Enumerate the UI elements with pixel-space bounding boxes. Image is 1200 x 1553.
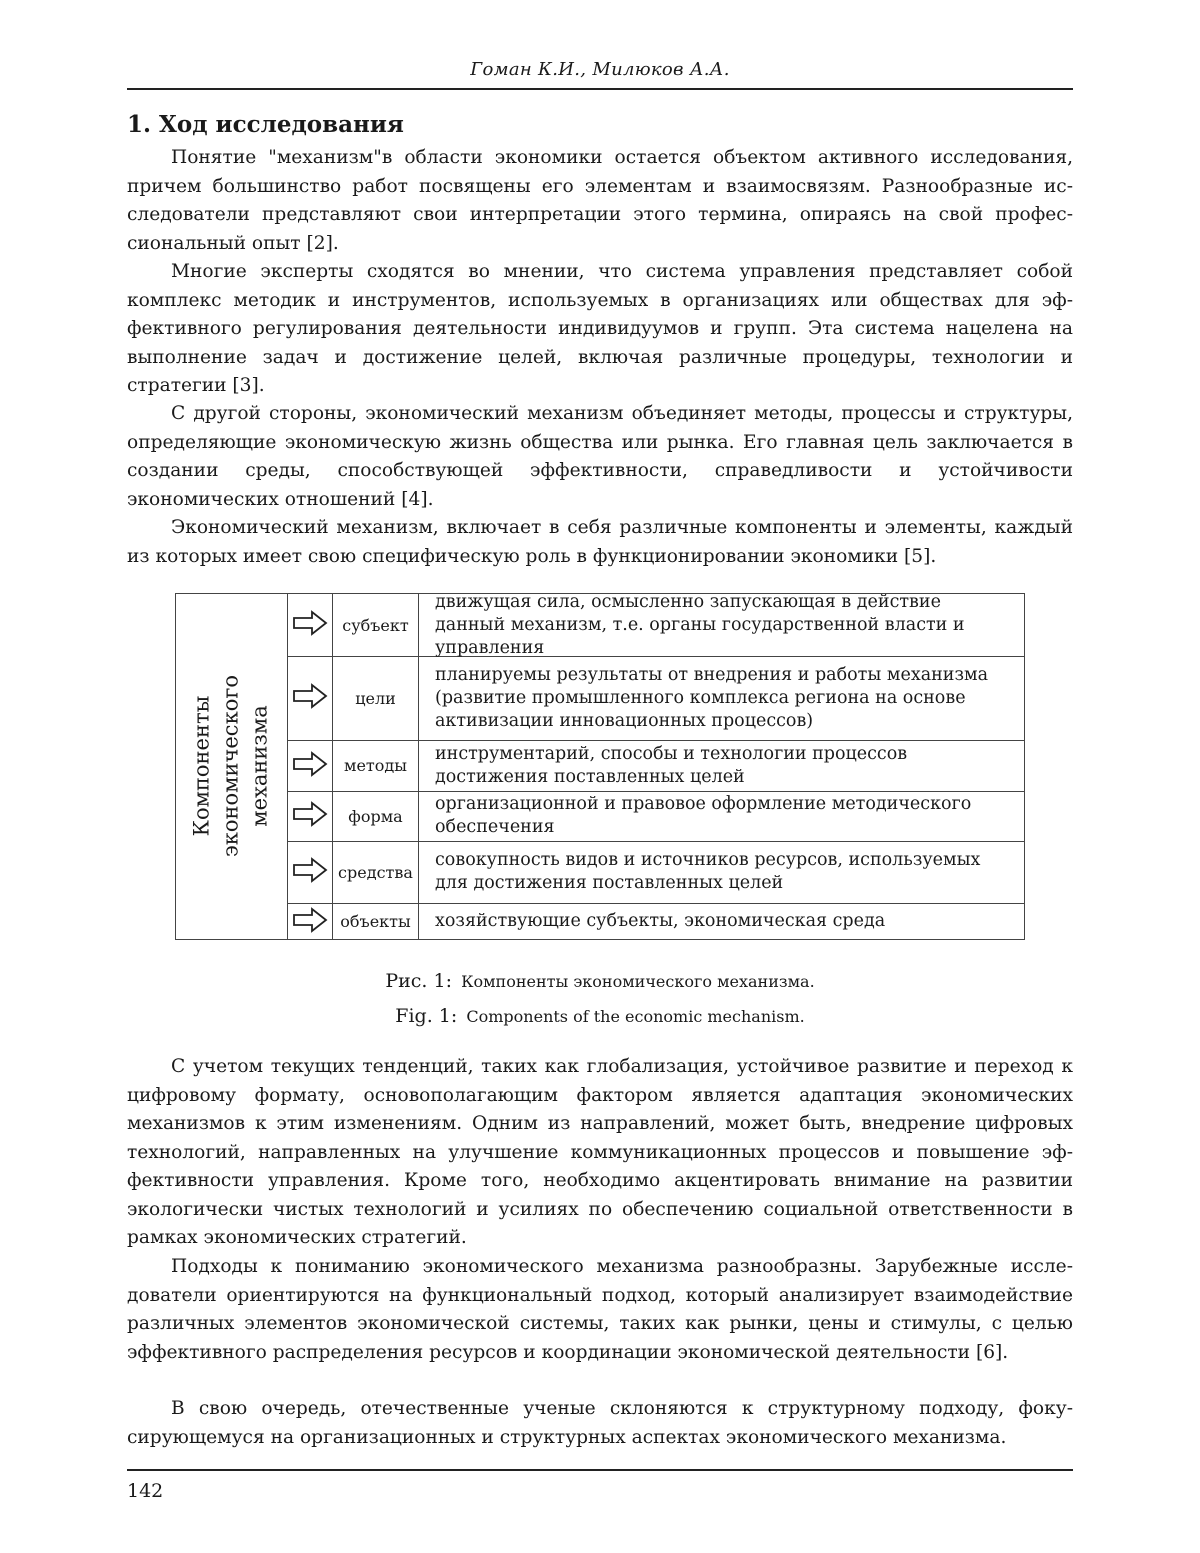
- figure-side-label-cell: [176, 594, 288, 939]
- figure-description: хозяйствующие субъекты, экономическая среда: [435, 911, 886, 931]
- running-header: [127, 56, 1073, 90]
- figure-description: организационной и правовое оформление методического обеспечения: [435, 794, 972, 837]
- figure-term: форма: [333, 791, 419, 841]
- right-arrow-outline-icon: [292, 907, 328, 937]
- figure-description: движущая сила, осмысленно запускающая в действие данный механизм, т.е. органы государственной власти и управления: [435, 591, 965, 658]
- paragraph: В свою очередь, отечественные ученые склоняются к структурному подходу, фокусирующемуся на организационных и структурных аспектах экономического механизма.: [127, 1398, 1073, 1448]
- caption-label: Рис. 1:: [385, 970, 452, 992]
- paragraph: Понятие "механизм"в области экономики остается объектом активного исследования, причем большинство работ посвящены его элементам и взаимосвязям. Разнообразные исследователи представляют свои интерпретации этого термина, опираясь на свой профессиональный опыт [2].: [127, 147, 1073, 254]
- paragraph: С другой стороны, экономический механизм объединяет методы, процессы и структуры, определяющие экономическую жизнь общества или рынка. Его главная цель заключается в создании среды, способствующей эффективности, справедливости и устойчивости экономических отношений [4].: [127, 403, 1073, 510]
- right-arrow-outline-icon: [292, 610, 328, 640]
- section-heading: 1. Ход исследования: [127, 111, 404, 138]
- paragraph: Подходы к пониманию экономического механизма разнообразны. Зарубежные исследователи ориентируются на функциональный подход, который анализирует взаимодействие различных элементов экономической системы, таких как рынки, цены и стимулы, с целью эффективного распределения ресурсов и координации экономической деятельности [6].: [127, 1256, 1073, 1363]
- arrow-cell: [287, 791, 333, 841]
- figure-term: методы: [333, 740, 419, 791]
- side-label-line: экономического: [218, 675, 243, 857]
- paragraph: С учетом текущих тенденций, таких как глобализация, устойчивое развитие и переход к цифровому формату, основополагающим фактором является адаптация экономических механизмов к этим изменениям. Одним из направлений, может быть, внедрение цифровых технологий, направленных на улучшение коммуникационных процессов и повышение эффективности управления. Кроме того, необходимо акцентировать внимание на развитии экологически чистых технологий и усилиях по обеспечению социальной ответственности в рамках экономических стратегий.: [127, 1056, 1073, 1248]
- right-arrow-outline-icon: [292, 801, 328, 831]
- arrow-cell: [287, 903, 333, 940]
- arrow-cell: [287, 656, 333, 740]
- figure-description: планируемы результаты от внедрения и работы механизма (развитие промышленного комплекса региона на основе активизации инновационных процессов): [435, 664, 989, 731]
- paragraph: Экономический механизм, включает в себя различные компоненты и элементы, каждый из которых имеет свою специфическую роль в функционировании экономики [5].: [127, 517, 1073, 567]
- caption-text: Компоненты экономического механизма.: [461, 972, 815, 991]
- figure-diagram: [175, 593, 1025, 940]
- side-label-line: механизма: [247, 705, 272, 827]
- figure-row: [287, 791, 1024, 842]
- caption-text: Components of the economic mechanism.: [466, 1007, 805, 1026]
- arrow-cell: [287, 740, 333, 791]
- figure-row: [287, 656, 1024, 741]
- figure-rows: [287, 591, 1024, 939]
- figure-caption-en: [127, 1005, 1073, 1027]
- header-authors: Гоман К.И., Милюков А.А.: [470, 59, 730, 80]
- figure-term: субъект: [333, 594, 419, 656]
- figure-caption-ru: [127, 970, 1073, 992]
- paragraph: Многие эксперты сходятся во мнении, что система управления представляет собой комплекс методик и инструментов, используемых в организациях или обществах для эффективного регулирования деятельности индивидуумов и групп. Эта система нацелена на выполнение задач и достижение целей, включая различные процедуры, технологии и стратегии [3].: [127, 261, 1073, 396]
- page-number: 142: [127, 1480, 164, 1502]
- figure-description: инструментарий, способы и технологии процессов достижения поставленных целей: [435, 743, 908, 787]
- figure-row: [287, 903, 1024, 940]
- caption-label: Fig. 1:: [395, 1005, 458, 1027]
- figure-row: [287, 841, 1024, 904]
- right-arrow-outline-icon: [292, 751, 328, 781]
- figure-term: средства: [333, 841, 419, 903]
- footer-rule: [127, 1469, 1073, 1471]
- figure-side-label: [188, 596, 275, 936]
- figure-term: цели: [333, 656, 419, 740]
- figure-term: объекты: [333, 903, 419, 940]
- figure-row: [287, 591, 1024, 658]
- figure-description: совокупность видов и источников ресурсов, используемых для достижения поставленных целей: [435, 850, 981, 893]
- right-arrow-outline-icon: [292, 683, 328, 713]
- arrow-cell: [287, 841, 333, 903]
- right-arrow-outline-icon: [292, 857, 328, 887]
- side-label-line: Компоненты: [189, 695, 214, 837]
- arrow-cell: [287, 594, 333, 656]
- figure-row: [287, 740, 1024, 792]
